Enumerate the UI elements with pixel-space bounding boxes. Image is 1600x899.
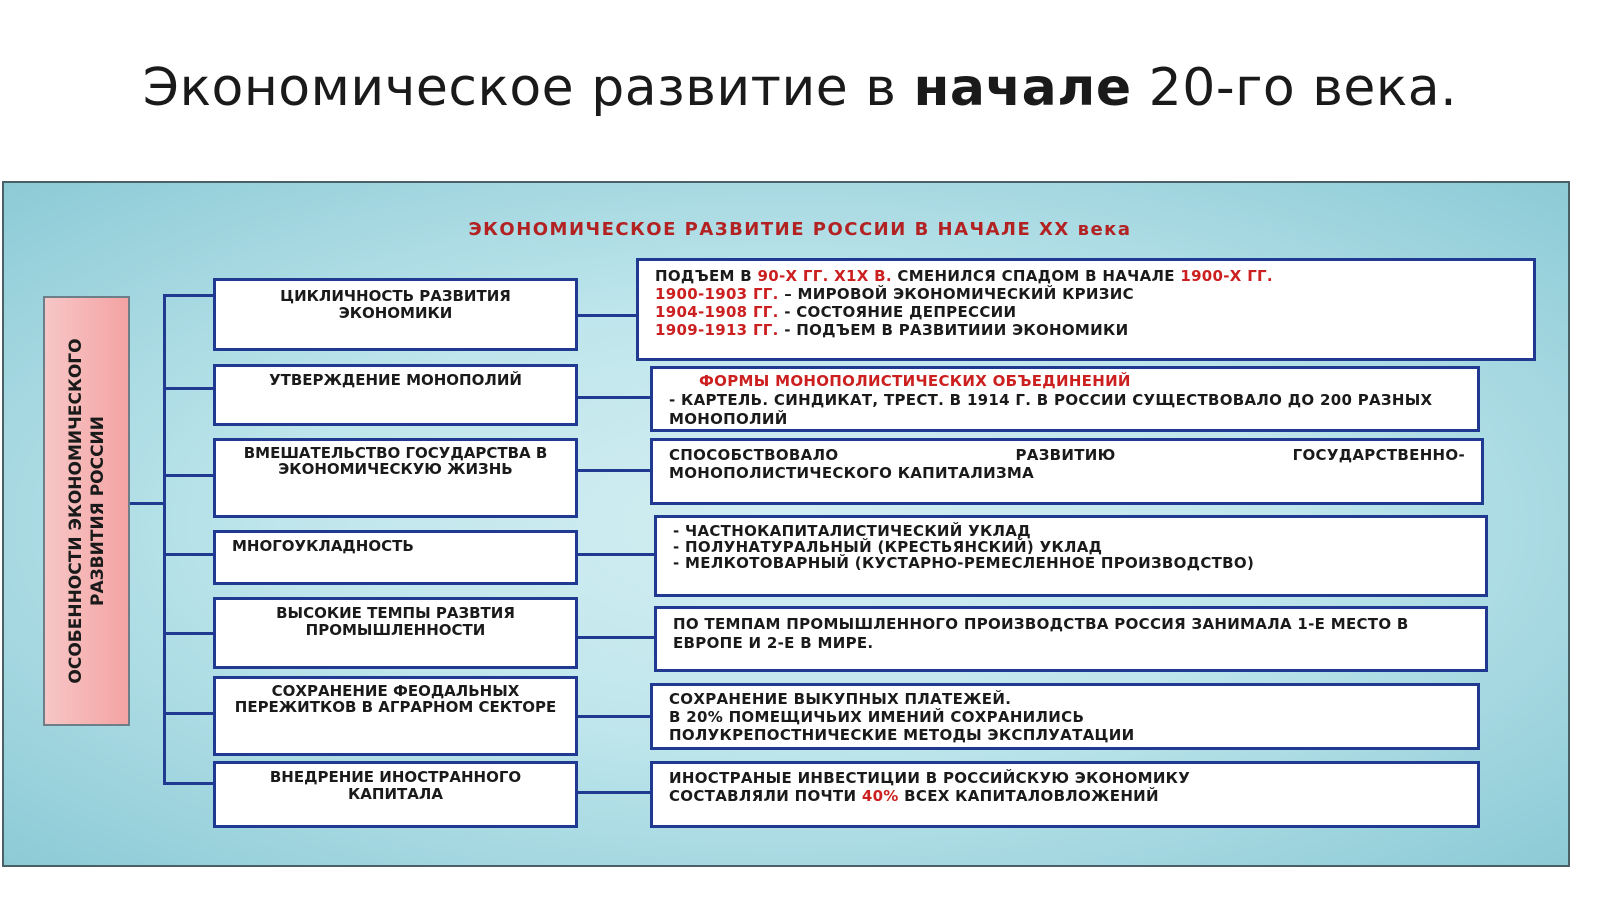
- feature-label: МНОГОУКЛАДНОСТЬ: [232, 537, 414, 555]
- detail-text: ПО ТЕМПАМ ПРОМЫШЛЕННОГО ПРОИЗВОДСТВА РОССИЯ ЗАНИМАЛА 1-Е МЕСТО В ЕВРОПЕ И 2-Е В МИРЕ.: [673, 615, 1409, 652]
- slide-title: [0, 58, 1600, 118]
- title-text-end: 20-го века.: [1131, 58, 1458, 118]
- detail-line: В 20% ПОМЕЩИЧЬИХ ИМЕНИЙ СОХРАНИЛИСЬ: [669, 708, 1085, 726]
- detail-line: ПОЛУКРЕПОСТНИЧЕСКИЕ МЕТОДЫ ЭКСПЛУАТАЦИИ: [669, 726, 1135, 744]
- connector-branch: [163, 632, 213, 635]
- connector-root: [130, 502, 164, 505]
- connector-detail: [576, 791, 650, 794]
- detail-line: - ЧАСТНОКАПИТАЛИСТИЧЕСКИЙ УКЛАД: [673, 522, 1031, 540]
- detail-line: СОСТАВЛЯЛИ ПОЧТИ 40% ВСЕХ КАПИТАЛОВЛОЖЕНИЙ: [669, 787, 1159, 805]
- feature-box: [213, 364, 578, 426]
- feature-label: ЦИКЛИЧНОСТЬ РАЗВИТИЯ ЭКОНОМИКИ: [280, 287, 511, 322]
- detail-line: ИНОСТРАНЫЕ ИНВЕСТИЦИИ В РОССИЙСКУЮ ЭКОНОМИКУ: [669, 769, 1191, 787]
- detail-line: МОНОПОЛИСТИЧЕСКОГО КАПИТАЛИЗМА: [669, 464, 1035, 482]
- detail-line: 1900-1903 ГГ. – МИРОВОЙ ЭКОНОМИЧЕСКИЙ КРИЗИС: [655, 285, 1134, 303]
- connector-detail: [576, 715, 650, 718]
- connector-branch: [163, 294, 213, 297]
- feature-box: [213, 278, 578, 351]
- connector-detail: [576, 396, 650, 399]
- feature-label: ВЫСОКИЕ ТЕМПЫ РАЗВТИЯ ПРОМЫШЛЕННОСТИ: [276, 604, 515, 639]
- detail-line: 1904-1908 ГГ. - СОСТОЯНИЕ ДЕПРЕССИИ: [655, 303, 1017, 321]
- title-text: Экономическое развитие в: [142, 58, 914, 118]
- feature-box: [213, 761, 578, 828]
- feature-label: ВНЕДРЕНИЕ ИНОСТРАННОГО КАПИТАЛА: [269, 768, 522, 803]
- title-bold-text: начале: [913, 58, 1132, 118]
- detail-box-cycles: [636, 258, 1536, 361]
- feature-label: ВМЕШАТЕЛЬСТВО ГОСУДАРСТВА В ЭКОНОМИЧЕСКУЮ ЖИЗНЬ: [243, 444, 548, 478]
- connector-detail: [576, 469, 650, 472]
- diagram-title: ЭКОНОМИЧЕСКОЕ РАЗВИТИЕ РОССИИ В НАЧАЛЕ XX века: [468, 219, 1132, 240]
- detail-box-monopolies: [650, 366, 1480, 432]
- detail-heading: ФОРМЫ МОНОПОЛИСТИЧЕСКИХ ОБЪЕДИНЕНИЙ: [699, 372, 1131, 390]
- root-label: ОСОБЕННОСТИ ЭКОНОМИЧЕСКОГО РАЗВИТИЯ РОССИИ: [65, 338, 108, 684]
- root-box: [43, 296, 130, 726]
- connector-detail: [576, 553, 654, 556]
- feature-label: УТВЕРЖДЕНИЕ МОНОПОЛИЙ: [269, 371, 522, 389]
- detail-text: - КАРТЕЛЬ. СИНДИКАТ, ТРЕСТ. В 1914 Г. В РОССИИ СУЩЕСТВОВАЛО ДО 200 РАЗНЫХ МОНОПОЛИЙ: [669, 391, 1433, 428]
- connector-branch: [163, 782, 213, 785]
- detail-box-industry: [654, 606, 1488, 672]
- connector-branch: [163, 553, 213, 556]
- detail-line: СПОСОБСТВОВАЛО РАЗВИТИЮ ГОСУДАРСТВЕННО-: [669, 446, 1465, 464]
- detail-line: ПОДЪЕМ В 90-Х ГГ. Х1Х В. СМЕНИЛСЯ СПАДОМ В НАЧАЛЕ 1900-Х ГГ.: [655, 267, 1273, 285]
- detail-box-state: [650, 438, 1484, 505]
- detail-box-foreign: [650, 761, 1480, 828]
- detail-box-feudal: [650, 683, 1480, 750]
- connector-detail: [576, 636, 654, 639]
- detail-line: - МЕЛКОТОВАРНЫЙ (КУСТАРНО-РЕМЕСЛЕННОЕ ПРОИЗВОДСТВО): [673, 554, 1255, 572]
- detail-line: 1909-1913 ГГ. - ПОДЪЕМ В РАЗВИТИИИ ЭКОНОМИКИ: [655, 321, 1129, 339]
- connector-branch: [163, 712, 213, 715]
- feature-label: СОХРАНЕНИЕ ФЕОДАЛЬНЫХ ПЕРЕЖИТКОВ В АГРАРНОМ СЕКТОРЕ: [234, 682, 557, 716]
- feature-box: [213, 530, 578, 585]
- feature-box: [213, 438, 578, 518]
- detail-line: - ПОЛУНАТУРАЛЬНЫЙ (КРЕСТЬЯНСКИЙ) УКЛАД: [673, 538, 1103, 556]
- connector-branch: [163, 474, 213, 477]
- feature-box: [213, 676, 578, 756]
- feature-box: [213, 597, 578, 669]
- detail-box-structure: [654, 515, 1488, 597]
- detail-line: СОХРАНЕНИЕ ВЫКУПНЫХ ПЛАТЕЖЕЙ.: [669, 690, 1012, 708]
- connector-branch: [163, 387, 213, 390]
- connector-detail: [576, 314, 636, 317]
